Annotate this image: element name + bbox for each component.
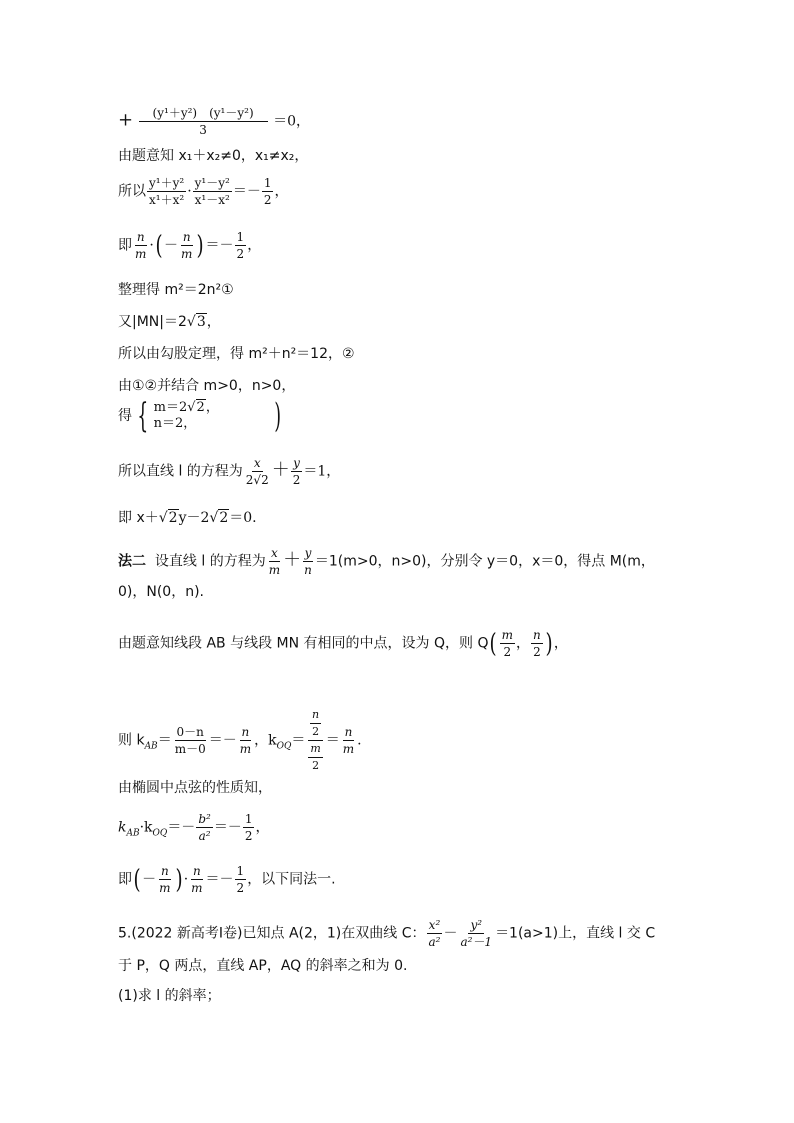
fraction: $\frac{n}{m}$ (181, 230, 193, 261)
compound-fraction: $\frac{\frac{n}{2}}{\frac{m}{2}}$ (306, 708, 324, 773)
fraction: $\frac{\text{y¹－y²}}{\text{x¹－x²}}$ (194, 176, 230, 207)
fraction: $\frac{0-n}{m-0}$ (174, 725, 206, 756)
problem-5-line-1: 5.(2022 新高考Ⅰ卷)已知点 A(2，1)在双曲线 C： $\frac{\text{x²}}{\text{a²}}$ － $\frac{\text{y²}}{\text{a²－1}}$ ＝1(a>1)上，直线 l 交 C (118, 918, 656, 949)
fraction: $\frac{\text{x²}}{\text{a²}}$ (428, 918, 441, 949)
fraction: $\frac{m}{2}$ (501, 628, 514, 659)
plus-sign: + (118, 109, 134, 131)
fraction: $\frac{x}{m}$ (268, 546, 281, 577)
eq-line-18: 即( － $\frac{n}{m}$ ) · $\frac{n}{m}$ ＝－ $\frac{1}{2}$ ，以下同法一. (118, 864, 336, 895)
eq-line-3: 所以 $\frac{\text{y¹＋y²}}{\text{x¹＋x²}}$ · $\frac{\text{y¹－y²}}{\text{x¹－x²}}$ ＝－ $\frac{1}{2}$ ， (118, 176, 289, 207)
fraction: $\frac{\text{b²}}{\text{a²}}$ (198, 812, 211, 843)
text-line-16: 由椭圆中点弦的性质知， (118, 780, 272, 796)
text-line-7: 所以由勾股定理，得 m²＋n²＝12，② (118, 346, 355, 362)
fraction: $\frac{n}{2}$ (533, 628, 541, 659)
system-rows: m＝2√2， n＝2， (153, 400, 219, 431)
eq-line-15: 则 $k_{AB}=$ $\frac{0-n}{m-0}$ ＝－ $\frac{n}{m}$ ，$k_{OQ}=$ $\frac{\frac{n}{2}}{\frac{m}{2}}$ ＝ $\frac{n}{m}$ . (118, 708, 362, 772)
fraction: $\frac{1}{2}$ (236, 230, 245, 261)
fraction: $\frac{x}{2√2}$ (245, 456, 269, 487)
text-line-5: 整理得 m²＝2n²① (118, 282, 234, 298)
fraction: $\frac{y}{n}$ (304, 546, 312, 577)
eq-line-14: 由题意知线段 AB 与线段 MN 有相同的中点，设为 Q，则 Q( $\frac{m}{2}$ ， $\frac{n}{2}$ ) ， (118, 628, 568, 659)
fraction: $\frac{n}{m}$ (342, 725, 355, 756)
fraction: $\frac{n}{m}$ (191, 864, 203, 895)
fraction: $\frac{1}{2}$ (263, 176, 272, 207)
text-line-8: 由①②并结合 m>0，n>0， (118, 378, 296, 394)
fraction: $\frac{n}{m}$ (159, 864, 171, 895)
fraction: $\frac{n}{m}$ (239, 725, 252, 756)
problem-5-line-2: 于 P，Q 两点，直线 AP，AQ 的斜率之和为 0. (118, 958, 408, 974)
fraction: $\frac{y}{2}$ (292, 456, 301, 487)
text-line-2: 由题意知 x₁＋x₂≠0，x₁≠x₂， (118, 148, 309, 164)
fraction: $\frac{1}{2}$ (244, 812, 253, 843)
problem-5-question-1: (1)求 l 的斜率； (118, 988, 221, 1004)
fraction: $\frac{\text{y¹＋y²}}{\text{x¹＋x²}}$ (149, 176, 185, 207)
fraction: $\frac{\text{(y¹＋y²) (y¹－y²)}}{3}$ (139, 106, 268, 137)
eq-line-6: 又|MN|＝2√3， (118, 314, 221, 330)
eq-line-10: 所以直线 l 的方程为 $\frac{x}{2√2}$ ＋ $\frac{y}{2}$ ＝1， (118, 456, 341, 487)
fraction: $\frac{1}{2}$ (236, 864, 245, 895)
eq-line-12: 法二 设直线 l 的方程为 $\frac{x}{m}$ ＋ $\frac{y}{n}$ ＝1(m>0，n>0)，分别令 y＝0，x＝0，得点 M(m， (118, 546, 655, 577)
fraction: $\frac{\text{y²}}{\text{a²－1}}$ (460, 918, 493, 949)
eq-line-4: 即 $\frac{n}{m}$ ·( － $\frac{n}{m}$ ) ＝－ $\frac{1}{2}$ ， (118, 230, 262, 261)
eq-line-11: 即 x＋√2y－2√2＝0. (118, 510, 257, 526)
text-line-13: 0)，N(0，n). (118, 584, 204, 600)
fraction: $\frac{n}{m}$ (135, 230, 147, 261)
method-label: 法二 (118, 553, 146, 570)
eq-line-1: + $\frac{\text{(y¹＋y²) (y¹－y²)}}{3}$ ＝0， (118, 106, 311, 137)
eq-line-17: $k_{AB}\cdot k_{OQ}=-$ $\frac{\text{b²}}{\text{a²}}$ ＝－ $\frac{1}{2}$ ， (118, 812, 270, 843)
eq-system-line-9: 得 { m＝2√2， n＝2， ) (118, 396, 281, 436)
